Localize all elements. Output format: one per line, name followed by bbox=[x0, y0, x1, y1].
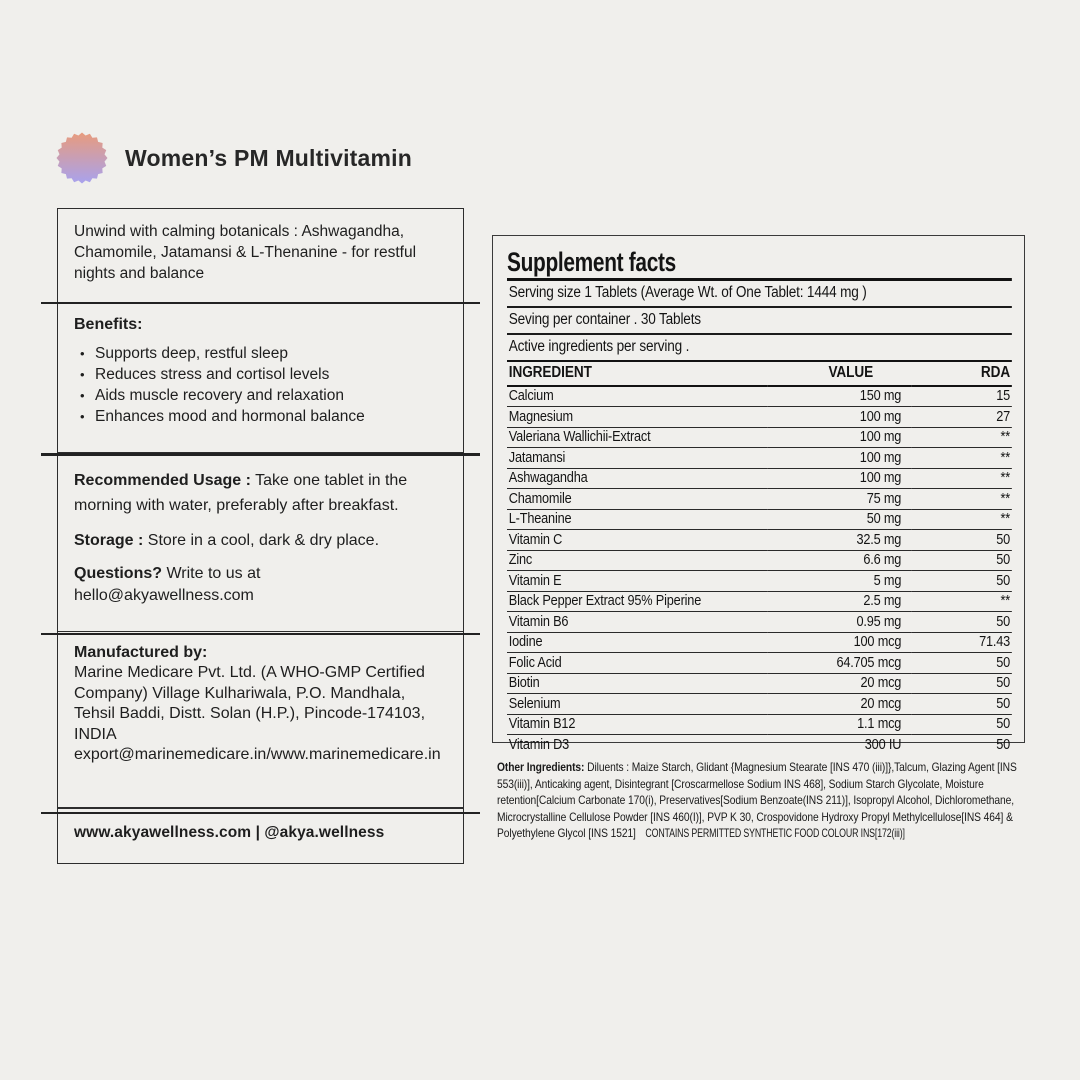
supplement-table-body bbox=[507, 386, 1012, 755]
column-header-rda: RDA bbox=[912, 362, 1012, 386]
ingredient-cell: Magnesium bbox=[507, 407, 768, 428]
value-cell: 0.95 mg bbox=[768, 612, 912, 633]
column-header-ingredient: INGREDIENT bbox=[507, 362, 768, 386]
benefits-box bbox=[57, 302, 464, 454]
supplement-facts-panel bbox=[492, 235, 1025, 753]
benefit-item: • Reduces stress and cortisol levels bbox=[74, 364, 447, 385]
rda-cell: 50 bbox=[912, 714, 1012, 735]
value-cell: 100 mg bbox=[768, 427, 912, 448]
storage-text: Store in a cool, dark & dry place. bbox=[147, 532, 380, 549]
value-cell: 20 mcg bbox=[768, 673, 912, 694]
questions-label: Questions? bbox=[74, 565, 163, 582]
other-ingredients-label: Other Ingredients: bbox=[497, 761, 585, 774]
table-row bbox=[507, 612, 1012, 633]
table-row bbox=[507, 571, 1012, 592]
contains-statement: CONTAINS PERMITTED SYNTHETIC FOOD COLOUR INS[172(iii)] bbox=[645, 827, 906, 841]
brand-logo-icon bbox=[56, 132, 108, 184]
rda-cell: 50 bbox=[912, 653, 1012, 674]
table-row bbox=[507, 673, 1012, 694]
table-row bbox=[507, 714, 1012, 735]
table-row bbox=[507, 632, 1012, 653]
ingredient-cell: Vitamin C bbox=[507, 530, 768, 551]
ingredient-cell: Black Pepper Extract 95% Piperine bbox=[507, 591, 768, 612]
table-row bbox=[507, 694, 1012, 715]
column-header-value: VALUE bbox=[768, 362, 912, 386]
table-row bbox=[507, 468, 1012, 489]
rda-cell: 50 bbox=[912, 550, 1012, 571]
value-cell: 64.705 mcg bbox=[768, 653, 912, 674]
table-row bbox=[507, 509, 1012, 530]
ingredient-cell: Biotin bbox=[507, 673, 768, 694]
manufacturer-text: Marine Medicare Pvt. Ltd. (A WHO-GMP Certified Company) Village Kulhariwala, P.O. Mandhala, Tehsil Baddi, Distt. Solan (H.P.), Pincode-174103, INDIA export@marinemedicare.in/www.marinemedicare.in bbox=[74, 664, 441, 763]
benefit-item: • Enhances mood and hormonal balance bbox=[74, 406, 447, 427]
other-ingredients-section bbox=[497, 760, 1019, 843]
ingredient-cell: Ashwagandha bbox=[507, 468, 768, 489]
rda-cell: 27 bbox=[912, 407, 1012, 428]
ingredient-cell: Jatamansi bbox=[507, 448, 768, 469]
rda-cell: 15 bbox=[912, 386, 1012, 407]
value-cell: 300 IU bbox=[864, 736, 902, 753]
ingredient-cell: Zinc bbox=[507, 550, 768, 571]
questions-paragraph bbox=[74, 563, 447, 607]
table-header-row bbox=[507, 362, 1012, 386]
value-cell: 2.5 mg bbox=[768, 591, 912, 612]
value-cell: 50 mg bbox=[768, 509, 912, 530]
ingredient-cell: Vitamin B12 bbox=[507, 714, 768, 735]
rda-cell: 50 bbox=[912, 694, 1012, 715]
value-cell: 100 mg bbox=[768, 448, 912, 469]
rda-cell: 50 bbox=[912, 571, 1012, 592]
questions-text: Write to us at bbox=[166, 565, 261, 582]
usage-paragraph bbox=[74, 468, 447, 518]
ingredient-cell: Iodine bbox=[507, 632, 768, 653]
ingredient-cell: Vitamin D3 bbox=[508, 736, 570, 753]
value-cell: 6.6 mg bbox=[768, 550, 912, 571]
ingredient-cell: Valeriana Wallichii-Extract bbox=[507, 427, 768, 448]
table-row bbox=[507, 448, 1012, 469]
servings-per-container-line: Seving per container . 30 Tablets bbox=[507, 308, 1012, 335]
rda-cell: ** bbox=[912, 468, 1012, 489]
ingredient-cell: Folic Acid bbox=[507, 653, 768, 674]
benefits-list bbox=[74, 343, 447, 427]
rda-cell: ** bbox=[912, 489, 1012, 510]
table-row bbox=[507, 530, 1012, 551]
rda-cell: ** bbox=[912, 427, 1012, 448]
table-row bbox=[507, 489, 1012, 510]
manufacturer-heading: Manufactured by: bbox=[74, 643, 208, 661]
usage-text: Take one tablet in the morning with water, preferably after breakfast. bbox=[74, 472, 408, 514]
footer-box bbox=[57, 807, 464, 864]
value-cell: 100 mg bbox=[768, 468, 912, 489]
table-row bbox=[507, 653, 1012, 674]
rda-cell: 50 bbox=[912, 673, 1012, 694]
left-column bbox=[57, 208, 464, 864]
benefits-heading: Benefits: bbox=[74, 315, 143, 333]
value-cell: 5 mg bbox=[768, 571, 912, 592]
contact-email: hello@akyawellness.com bbox=[74, 587, 254, 604]
table-row bbox=[507, 550, 1012, 571]
ingredient-cell: L-Theanine bbox=[507, 509, 768, 530]
benefit-item: • Aids muscle recovery and relaxation bbox=[74, 385, 447, 406]
table-row bbox=[507, 735, 1012, 755]
ingredient-cell: Vitamin B6 bbox=[507, 612, 768, 633]
divider bbox=[41, 302, 480, 304]
page-title: Women’s PM Multivitamin bbox=[125, 144, 413, 171]
value-cell: 32.5 mg bbox=[768, 530, 912, 551]
benefit-item: • Supports deep, restful sleep bbox=[74, 343, 447, 364]
other-ingredients-text: Diluents : Maize Starch, Glidant {Magnesium Stearate [INS 470 (iii)]},Talcum, Glazing Agent [INS 553(iii)], Anticaking agent, Disintegrant [Croscarmellose Sodium INS 468], Sodium Starch Glycolate, Moisture retention[Calcium Carbonate 170(i), Preservatives[Sodium Benzoate(INS 211)], Isopropyl Alcohol, Dichloromethane, Microcrystalline Cellulose Powder [INS 460(I)], PVP K 30, Crospovidone Hydroxy Propyl Methylcellulose[INS 464] & Polyethylene Glycol [INS 1521] bbox=[497, 761, 1017, 841]
website-social-text: www.akyawellness.com | @akya.wellness bbox=[74, 824, 385, 841]
intro-text: Unwind with calming botanicals : Ashwagandha, Chamomile, Jatamansi & L-Thenanine - for restful nights and balance bbox=[74, 223, 417, 282]
ingredient-cell: Vitamin E bbox=[507, 571, 768, 592]
storage-label: Storage : bbox=[74, 532, 144, 549]
ingredient-cell: Calcium bbox=[507, 386, 768, 407]
rda-cell: ** bbox=[912, 591, 1012, 612]
value-cell: 20 mcg bbox=[768, 694, 912, 715]
table-row bbox=[507, 386, 1012, 407]
value-cell: 100 mg bbox=[768, 407, 912, 428]
value-cell: 1.1 mcg bbox=[768, 714, 912, 735]
value-cell: 100 mcg bbox=[768, 632, 912, 653]
table-row bbox=[507, 427, 1012, 448]
serving-size-line: Serving size 1 Tablets (Average Wt. of One Tablet: 1444 mg ) bbox=[507, 281, 1012, 308]
storage-paragraph bbox=[74, 528, 447, 553]
rda-cell: 71.43 bbox=[912, 632, 1012, 653]
manufacturer-box bbox=[57, 631, 464, 809]
divider bbox=[41, 453, 480, 456]
usage-label: Recommended Usage : bbox=[74, 472, 251, 489]
supplement-facts-title: Supplement facts bbox=[507, 247, 676, 277]
value-cell: 150 mg bbox=[768, 386, 912, 407]
active-ingredients-line: Active ingredients per serving . bbox=[507, 335, 1012, 362]
rda-cell: 50 bbox=[912, 612, 1012, 633]
table-row bbox=[507, 407, 1012, 428]
value-cell: 75 mg bbox=[768, 489, 912, 510]
supplement-facts-table bbox=[507, 362, 1012, 755]
table-row bbox=[507, 591, 1012, 612]
divider bbox=[41, 633, 480, 635]
rda-cell: 50 bbox=[912, 530, 1012, 551]
intro-box bbox=[57, 208, 464, 303]
rda-cell: 50 bbox=[996, 736, 1011, 753]
ingredient-cell: Chamomile bbox=[507, 489, 768, 510]
ingredient-cell: Selenium bbox=[507, 694, 768, 715]
rda-cell: ** bbox=[912, 509, 1012, 530]
brand-header bbox=[56, 132, 412, 184]
usage-box bbox=[57, 452, 464, 632]
rda-cell: ** bbox=[912, 448, 1012, 469]
divider bbox=[41, 812, 480, 814]
